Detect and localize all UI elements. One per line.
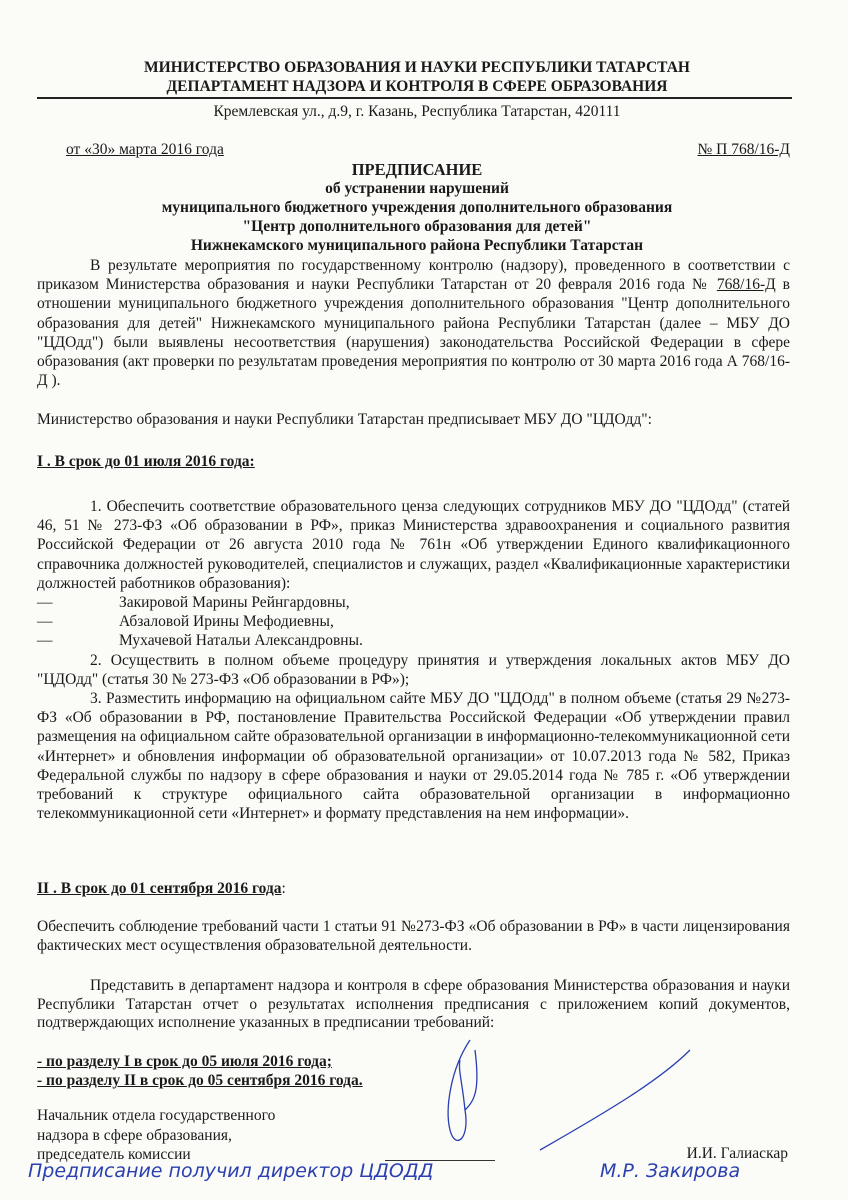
bullet-item [37,612,790,631]
deadline-1: - по разделу I в срок до 05 июля 2016 года; [37,1053,332,1070]
signatory-line: надзора в сфере образования, [37,1126,232,1144]
report-paragraph: Представить в департамент надзора и контроля в сфере образования Министерства образования и науки Республики Татарстан отчет о результатах исполнения предписания с приложением копий документов, подтверждающих исполнение указанных в предписании требований: [37,977,790,1031]
intro-text: В результате мероприятия по государственному контролю (надзору), проведенного в соответствии с приказом Министерства образования и науки Республики Татарстан от 20 февраля 2016 года № [37,257,790,294]
title-line: "Центр дополнительного образования для детей" [242,218,592,235]
document-title [37,160,797,255]
item-1: 1. Обеспечить соответствие образовательного ценза следующих сотрудников МБУ ДО "ЦДОдд" (статей 46, 51 № 273-ФЗ «Об образовании в РФ», приказ Министерства здравоохранения и социального развития Российской Федерации от 26 августа 2010 года № 761н «Об утверждении Единого квалификационного справочника должностей руководителей, специалистов и служащих, раздел «Квалификационные характеристики должностей работников образования): [37,498,790,592]
title-main: ПРЕДПИСАНИЕ [351,160,483,179]
handwritten-receipt-note: Предписание получил директор ЦДОДД [28,1160,434,1182]
dash: — [37,632,53,650]
employee-name: Абзаловой Ирины Мефодиевны, [119,613,334,631]
title-line: Нижнекамского муниципального района Республики Татарстан [190,237,644,254]
bullet-item [37,593,790,612]
dash: — [37,613,53,631]
section-1-heading: I . В срок до 01 июля 2016 года: [37,453,255,470]
signatory-name: И.И. Галиаскар [686,1145,788,1162]
deadline-2: - по разделу II в срок до 05 сентября 2016 года. [37,1072,363,1089]
document-date: от «30» марта 2016 года [66,141,224,158]
item-3: 3. Разместить информацию на официальном сайте МБУ ДО "ЦДОдд" в полном объеме (статья 29 №273-ФЗ «Об образовании в РФ, постановление Правительства Российской Федерации «Об утверждении правил размещения на официальном сайте образовательной организации в информационно-телекоммуникационной сети «Интернет» и обновления информации об образовательной организации» от 10.07.2013 года № 582, Приказ Федеральной службы по надзору в сфере образования и науки от 29.05.2014 года № 785 г. «Об утверждении требований к структуре официального сайта образовательной организации в информационно телекоммуникационной сети «Интернет» и формату представления на нем информации». [37,690,790,823]
intro-text: в отношении муниципального бюджетного учреждения дополнительного образования "Центр дополнительного образования для детей" Нижнекамского муниципального района Республики Татарстан (далее – МБУ ДО "ЦДОдд") были выявлены несоответствия (нарушения) законодательства Российской Федерации в сфере образования (акт проверки по результатам проведения мероприятия по контролю от 30 марта 2016 года А 768/16-Д ). [37,276,790,390]
title-line: муниципального бюджетного учреждения дополнительного образования [161,199,673,216]
signatory-line: председатель комиссии [37,1146,191,1163]
section-2-item: Обеспечить соблюдение требований части 1 статьи 91 №273-ФЗ «Об образовании в РФ» в части лицензирования фактических мест осуществления образовательной деятельности. [37,918,790,955]
address: Кремлевская ул., д.9, г. Казань, Республика Татарстан, 420111 [213,103,621,120]
signatory-line: Начальник отдела государственного [37,1107,276,1124]
section-1-items [37,497,790,823]
handwritten-signer: М.Р. Закирова [600,1160,741,1182]
title-line: об устранении нарушений [325,180,509,197]
order-number: 768/16-Д [716,276,776,294]
prescribes-line: Министерство образования и науки Республики Татарстан предписывает МБУ ДО "ЦДОдд": [37,411,652,428]
header-divider [37,97,792,99]
item-2: 2. Осуществить в полном объеме процедуру принятия и утверждения локальных актов МБУ ДО "ЦДОдд" (статья 30 № 273-ФЗ «Об образовании в РФ»); [37,651,790,688]
department-name: ДЕПАРТАМЕНТ НАДЗОРА И КОНТРОЛЯ В СФЕРЕ ОБРАЗОВАНИЯ [166,78,668,95]
section-2-heading [37,879,790,898]
employee-name: Мухачевой Натальи Александровны. [119,632,363,650]
colon: : [281,880,286,897]
document-number: № П 768/16-Д [697,141,790,158]
employee-name: Закировой Марины Рейнгардовны, [119,594,350,612]
ministry-name: МИНИСТЕРСТВО ОБРАЗОВАНИЯ И НАУКИ РЕСПУБЛИКИ ТАТАРСТАН [144,59,690,76]
bullet-item [37,631,790,650]
dash: — [37,594,53,612]
intro-paragraph [37,256,790,390]
signature-scribble [430,1030,790,1170]
letterhead [37,58,797,96]
section-2-title: II . В срок до 01 сентября 2016 года [37,880,282,897]
